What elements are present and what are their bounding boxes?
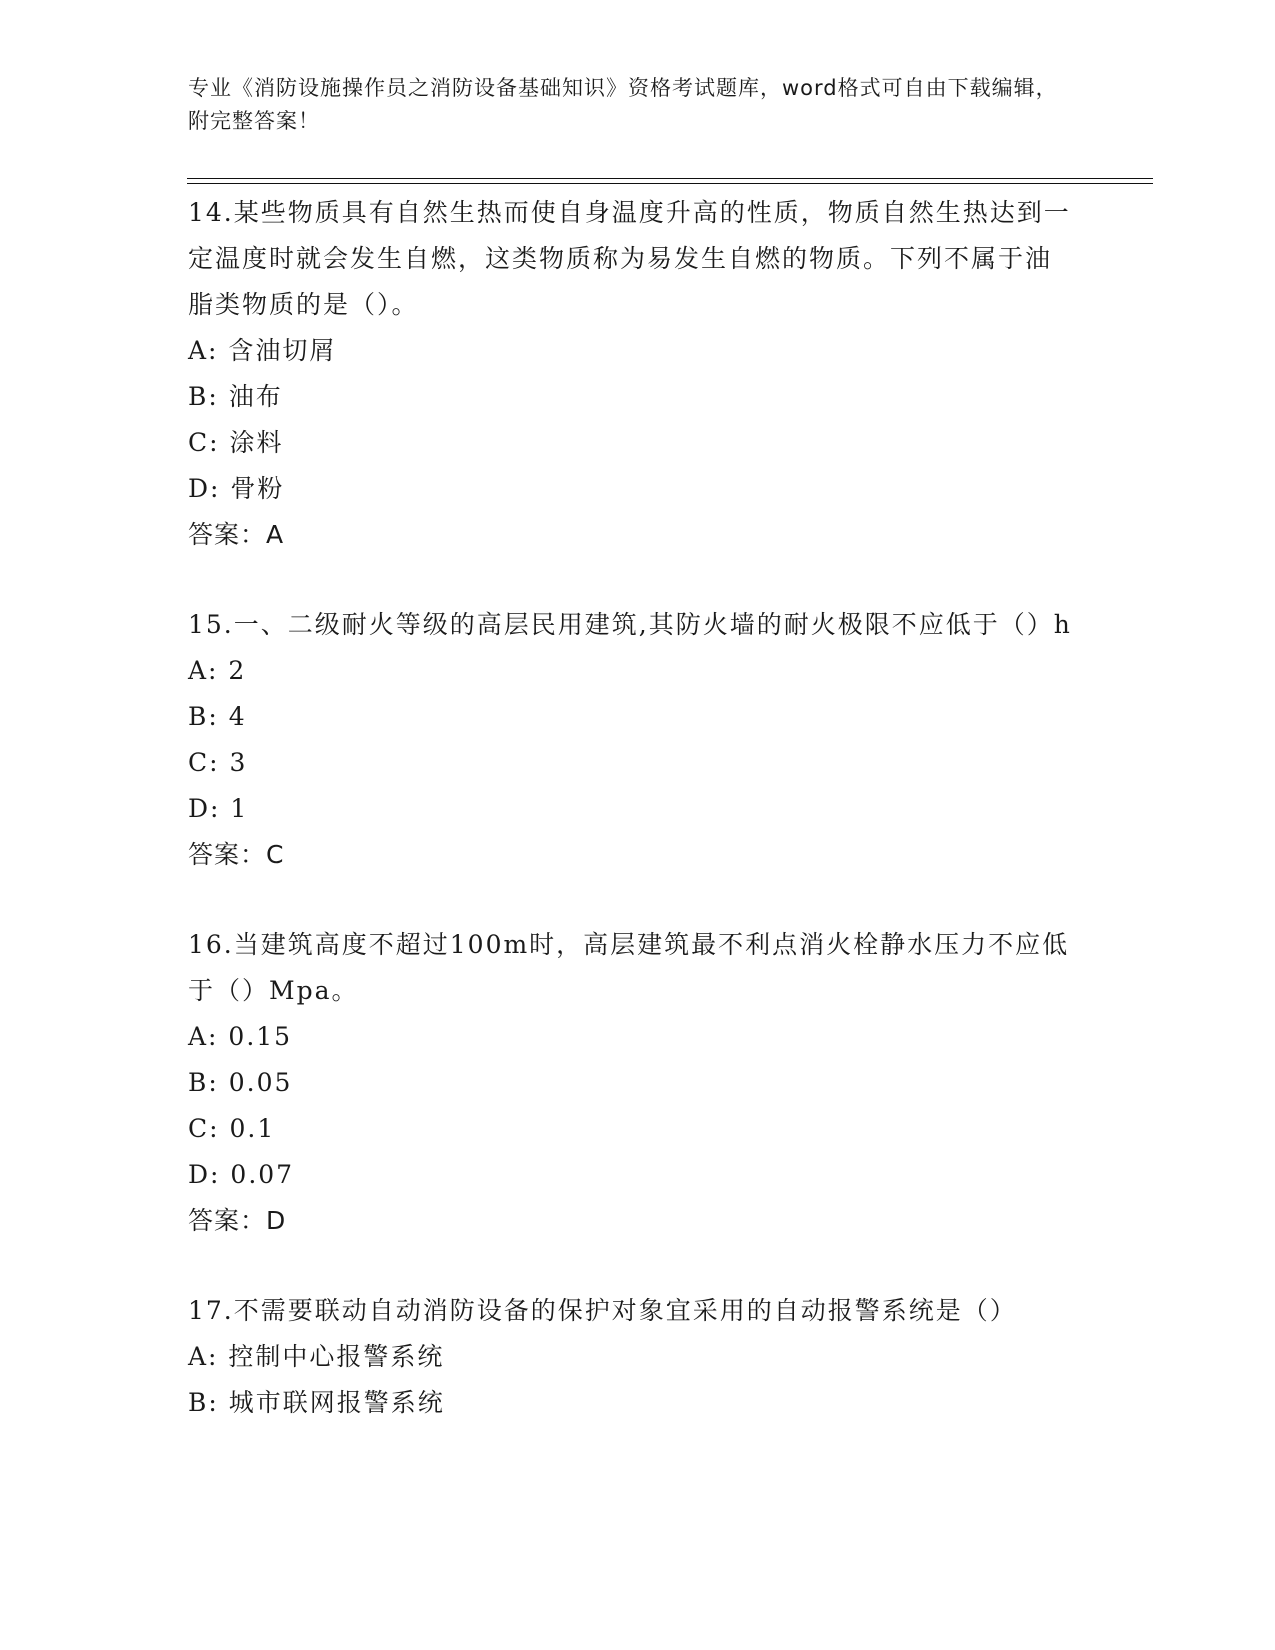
spacer (188, 878, 1078, 922)
question-stem: 17.不需要联动自动消防设备的保护对象宜采用的自动报警系统是（） (188, 1296, 1017, 1325)
option-d: D: 0.07 (188, 1160, 295, 1189)
question-17 (188, 1288, 1078, 1426)
answer: 答案：A (188, 520, 285, 549)
option-d: D: 1 (188, 794, 249, 823)
answer: 答案：C (188, 840, 285, 869)
header-divider-bottom (187, 183, 1153, 184)
option-a: A: 含油切屑 (188, 336, 337, 365)
spacer (188, 558, 1078, 602)
question-stem: 15.一、二级耐火等级的高层民用建筑,其防火墙的耐火极限不应低于（）h (188, 610, 1072, 639)
option-a: A: 0.15 (188, 1022, 293, 1051)
option-b: B: 4 (188, 702, 247, 731)
question-14 (188, 190, 1078, 558)
option-d: D: 骨粉 (188, 474, 285, 503)
option-c: C: 0.1 (188, 1114, 276, 1143)
option-a: A: 2 (188, 656, 247, 685)
answer: 答案：D (188, 1206, 287, 1235)
question-16 (188, 922, 1078, 1244)
option-c: C: 涂料 (188, 428, 284, 457)
option-c: C: 3 (188, 748, 248, 777)
option-b: B: 城市联网报警系统 (188, 1388, 445, 1417)
question-15 (188, 602, 1078, 878)
option-b: B: 油布 (188, 382, 283, 411)
question-stem: 16.当建筑高度不超过100m时，高层建筑最不利点消火栓静水压力不应低于（）Mpa。 (188, 930, 1070, 1005)
spacer (188, 1244, 1078, 1288)
question-stem: 14.某些物质具有自然生热而使自身温度升高的性质，物质自然生热达到一定温度时就会发生自燃，这类物质称为易发生自燃的物质。下列不属于油脂类物质的是（）。 (188, 198, 1071, 319)
option-a: A: 控制中心报警系统 (188, 1342, 445, 1371)
document-header (188, 72, 1068, 138)
header-text: 专业《消防设施操作员之消防设备基础知识》资格考试题库，word格式可自由下载编辑，附完整答案！ (188, 76, 1058, 133)
header-divider-top (187, 178, 1153, 179)
question-list (188, 190, 1078, 1426)
option-b: B: 0.05 (188, 1068, 293, 1097)
